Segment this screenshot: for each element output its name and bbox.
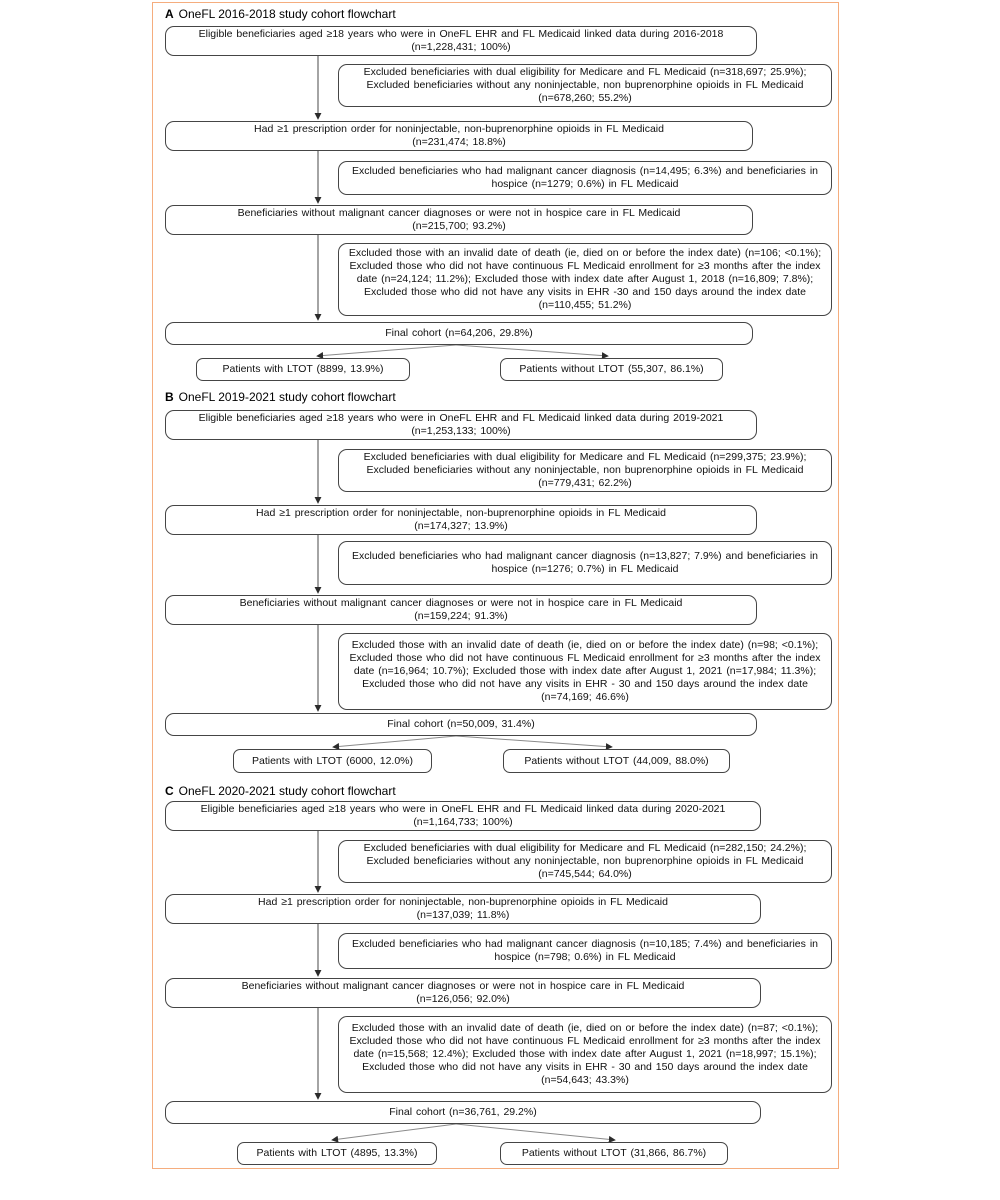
excluded-dual-eligibility-text: Excluded beneficiaries with dual eligibility for Medicare and FL Medicaid (n=318,697; 25.9%); Excluded beneficiaries without any noninjectable, non buprenorphine opioids in FL Medicaid (n=678,260; 55.2%) [363, 66, 807, 104]
prescription-text: Had ≥1 prescription order for noninjectable, non-buprenorphine opioids in FL Medicaid [258, 896, 668, 908]
panel-title-text: OneFL 2016-2018 study cohort flowchart [178, 7, 396, 21]
no-cancer-hospice-text: Beneficiaries without malignant cancer diagnoses or were not in hospice care in FL Medicaid [237, 207, 681, 219]
excluded-other-criteria-box [338, 243, 832, 316]
patients-without-ltot-text: Patients without LTOT (44,009, 88.0%) [524, 754, 709, 767]
final-cohort-box [165, 322, 753, 345]
eligible-stat: (n=1,228,431; 100%) [411, 41, 511, 53]
excluded-other-criteria-text: Excluded those with an invalid date of death (ie, died on or before the index date) (n=98; <0.1%); Excluded those who did not have continuous FL Medicaid enrollment for ≥3 months after the index date (n=16,964; 10.7%); Excluded those with index date after August 1, 2021 (n=17,984; 11.3%); Excluded those who did not have any visits in EHR - 30 and 150 days around the index date (n=74,169; 46.6%) [349, 639, 821, 703]
no-cancer-hospice-stat: (n=159,224; 91.3%) [414, 610, 508, 622]
patients-without-ltot-box [500, 358, 723, 381]
panel-title [165, 390, 396, 404]
excluded-dual-eligibility-box [338, 449, 832, 492]
patients-with-ltot-box [233, 749, 432, 773]
no-cancer-hospice-box [165, 978, 761, 1008]
final-cohort-box [165, 1101, 761, 1124]
eligible-text: Eligible beneficiaries aged ≥18 years who were in OneFL EHR and FL Medicaid linked data during 2019-2021 [198, 412, 724, 424]
prescription-stat: (n=137,039; 11.8%) [416, 909, 510, 921]
final-cohort-text: Final cohort (n=50,009, 31.4%) [387, 718, 535, 730]
excluded-cancer-hospice-box [338, 541, 832, 585]
patients-without-ltot-text: Patients without LTOT (55,307, 86.1%) [519, 363, 704, 375]
patients-with-ltot-box [196, 358, 410, 381]
eligible-stat: (n=1,164,733; 100%) [413, 816, 513, 828]
patients-with-ltot-box [237, 1142, 437, 1165]
no-cancer-hospice-stat: (n=126,056; 92.0%) [416, 993, 510, 1005]
prescription-opioids-box [165, 505, 757, 535]
eligible-box [165, 410, 757, 440]
excluded-cancer-hospice-text: Excluded beneficiaries who had malignant cancer diagnosis (n=14,495; 6.3%) and beneficiaries in hospice (n=1279; 0.6%) in FL Medicaid [352, 165, 818, 190]
prescription-stat: (n=231,474; 18.8%) [412, 136, 506, 148]
no-cancer-hospice-box [165, 595, 757, 625]
excluded-dual-eligibility-text: Excluded beneficiaries with dual eligibility for Medicare and FL Medicaid (n=299,375; 23.9%); Excluded beneficiaries without any noninjectable, non buprenorphine opioids in FL Medicaid (n=779,431; 62.2%) [363, 451, 807, 489]
panel-title [165, 784, 396, 798]
patients-without-ltot-box [503, 749, 730, 773]
panel-label: C [165, 784, 174, 798]
final-cohort-text: Final cohort (n=36,761, 29.2%) [389, 1106, 537, 1118]
no-cancer-hospice-text: Beneficiaries without malignant cancer diagnoses or were not in hospice care in FL Medicaid [239, 597, 683, 609]
patients-without-ltot-box [500, 1142, 728, 1165]
excluded-dual-eligibility-text: Excluded beneficiaries with dual eligibility for Medicare and FL Medicaid (n=282,150; 24.2%); Excluded beneficiaries without any noninjectable, non buprenorphine opioids in FL Medicaid (n=745,544; 64.0%) [363, 842, 807, 880]
no-cancer-hospice-stat: (n=215,700; 93.2%) [412, 220, 506, 232]
prescription-stat: (n=174,327; 13.9%) [414, 520, 508, 532]
panel-title-text: OneFL 2020-2021 study cohort flowchart [178, 784, 396, 798]
patients-without-ltot-text: Patients without LTOT (31,866, 86.7%) [521, 1147, 707, 1159]
excluded-other-criteria-text: Excluded those with an invalid date of death (ie, died on or before the index date) (n=87; <0.1%); Excluded those who did not have continuous FL Medicaid enrollment for ≥3 months after the index date (n=15,568; 12.4%); Excluded those with index date after August 1, 2021 (n=18,997; 15.1%); Excluded those who did not have any visits in EHR - 30 and 150 days around the index date (n=54,643; 43.3%) [349, 1022, 821, 1086]
panel-label: B [165, 390, 174, 404]
eligible-text: Eligible beneficiaries aged ≥18 years who were in OneFL EHR and FL Medicaid linked data during 2016-2018 [198, 28, 724, 40]
excluded-cancer-hospice-box [338, 933, 832, 969]
excluded-other-criteria-text: Excluded those with an invalid date of death (ie, died on or before the index date) (n=106; <0.1%); Excluded those who did not have continuous FL Medicaid enrollment for ≥3 months after the index date (n=24,124; 11.2%); Excluded those with index date after August 1, 2018 (n=16,809; 7.8%); Excluded those who did not have any visits in EHR -30 and 150 days around the index date (n=110,455; 51.2%) [348, 247, 822, 311]
excluded-dual-eligibility-box [338, 64, 832, 107]
patients-with-ltot-text: Patients with LTOT (8899, 13.9%) [222, 363, 384, 375]
prescription-text: Had ≥1 prescription order for noninjectable, non-buprenorphine opioids in FL Medicaid [256, 507, 666, 519]
prescription-opioids-box [165, 121, 753, 151]
eligible-box [165, 26, 757, 56]
panel-title [165, 7, 396, 21]
patients-with-ltot-text: Patients with LTOT (6000, 12.0%) [252, 754, 413, 767]
excluded-cancer-hospice-text: Excluded beneficiaries who had malignant cancer diagnosis (n=13,827; 7.9%) and beneficiaries in hospice (n=1276; 0.7%) in FL Medicaid [352, 550, 818, 575]
excluded-dual-eligibility-box [338, 840, 832, 883]
final-cohort-box [165, 713, 757, 736]
prescription-text: Had ≥1 prescription order for noninjectable, non-buprenorphine opioids in FL Medicaid [254, 123, 664, 135]
eligible-box [165, 801, 761, 831]
final-cohort-text: Final cohort (n=64,206, 29.8%) [385, 327, 533, 339]
excluded-cancer-hospice-text: Excluded beneficiaries who had malignant cancer diagnosis (n=10,185; 7.4%) and beneficiaries in hospice (n=798; 0.6%) in FL Medicaid [352, 938, 818, 963]
patients-with-ltot-text: Patients with LTOT (4895, 13.3%) [256, 1147, 418, 1159]
panel-label: A [165, 7, 174, 21]
no-cancer-hospice-box [165, 205, 753, 235]
excluded-cancer-hospice-box [338, 161, 832, 195]
prescription-opioids-box [165, 894, 761, 924]
eligible-text: Eligible beneficiaries aged ≥18 years who were in OneFL EHR and FL Medicaid linked data during 2020-2021 [200, 803, 726, 815]
no-cancer-hospice-text: Beneficiaries without malignant cancer diagnoses or were not in hospice care in FL Medicaid [241, 980, 685, 992]
eligible-stat: (n=1,253,133; 100%) [411, 425, 511, 437]
excluded-other-criteria-box [338, 1016, 832, 1093]
panel-title-text: OneFL 2019-2021 study cohort flowchart [178, 390, 396, 404]
excluded-other-criteria-box [338, 633, 832, 710]
